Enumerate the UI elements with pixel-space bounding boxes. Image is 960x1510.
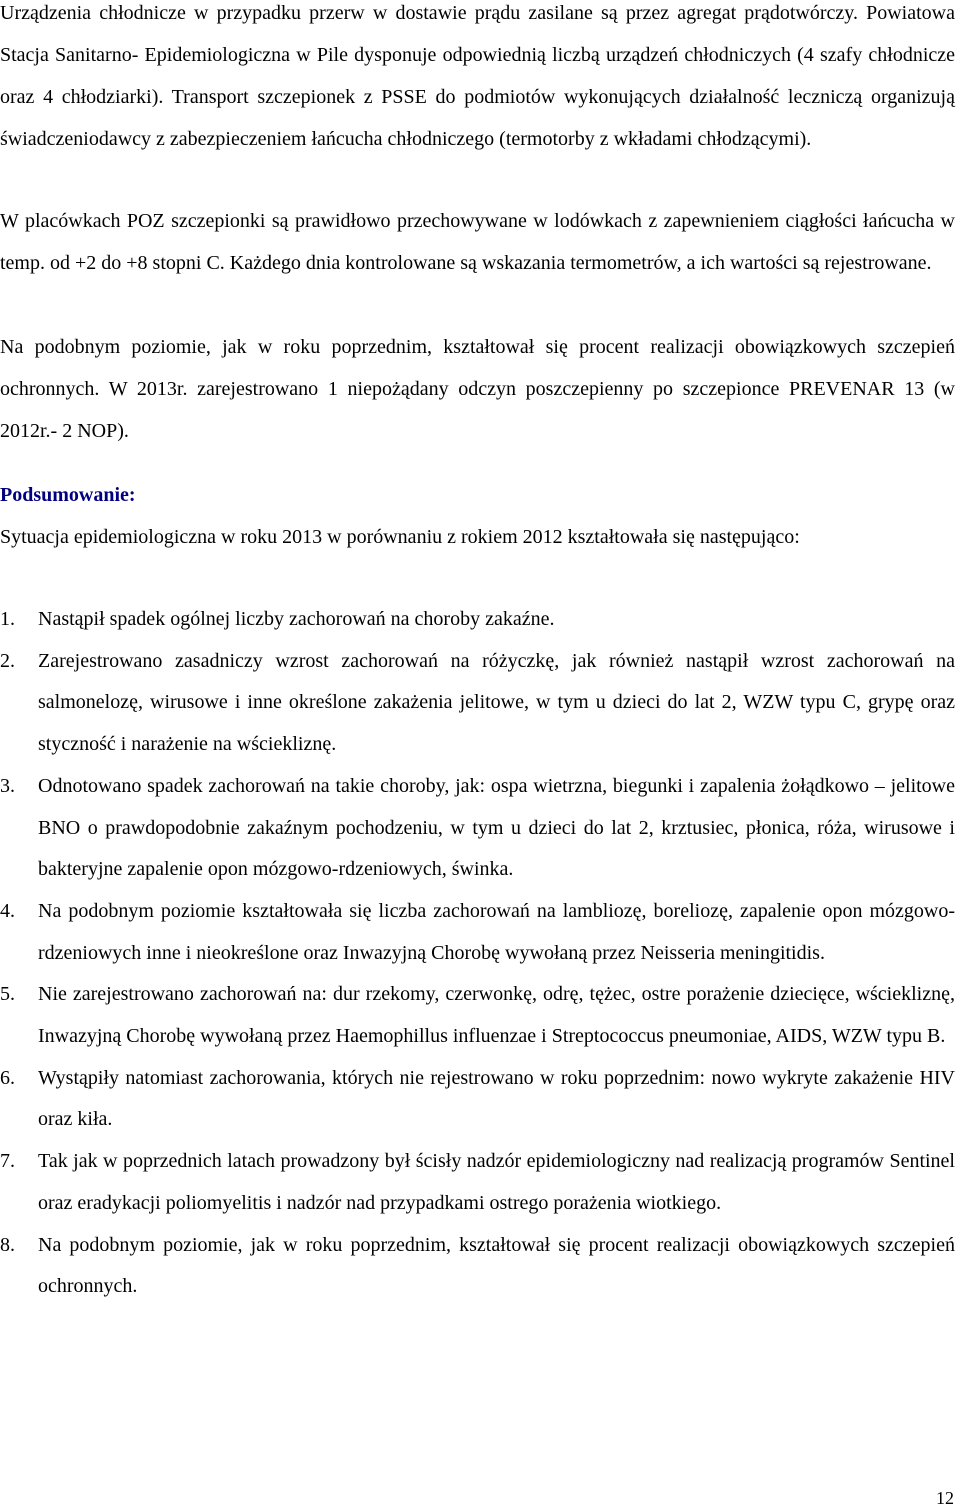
list-item-number: 6. — [0, 1066, 15, 1089]
paragraph-cold-chain-equipment: Urządzenia chłodnicze w przypadku przerw w dostawie prądu zasilane są przez agregat prądotwórczy. Powiatowa Stacja Sanitarno- Epidemiologiczna w Pile dysponuje odpowiednią liczbą urządzeń chłodniczych (4 szafy chłodnicze oraz 4 chłodziarki). Transport szczepionek z PSSE do podmiotów wykonujących działalność leczniczą organizują świadczeniodawcy z zabezpieczeniem łańcucha chłodniczego (termotorby z wkładami chłodzącymi). — [0, 2, 955, 150]
list-item-number: 8. — [0, 1233, 15, 1256]
list-item-text: Odnotowano spadek zachorowań na takie choroby, jak: ospa wietrzna, biegunki i zapalenia żołądkowo – jelitowe BNO o prawdopodobnie zakaźnym pochodzeniu, w tym u dzieci do lat 2, krztusiec, płonica, róża, wirusowe i bakteryjne zapalenie opon mózgowo-rdzeniowych, świnka. — [38, 774, 955, 881]
list-item — [0, 1225, 955, 1308]
list-item-text: Wystąpiły natomiast zachorowania, których nie rejestrowano w roku poprzednim: nowo wykryte zakażenie HIV oraz kiła. — [38, 1066, 955, 1131]
list-item-number: 2. — [0, 649, 15, 672]
list-item-number: 3. — [0, 774, 15, 797]
list-item — [0, 974, 955, 1057]
list-item — [0, 599, 955, 641]
list-item-text: Na podobnym poziomie kształtowała się liczba zachorowań na lambliozę, boreliozę, zapalenie opon mózgowo-rdzeniowych inne i nieokreślone oraz Inwazyjną Chorobę wywołaną przez Neisseria meningitidis. — [38, 899, 955, 964]
list-item-text: Tak jak w poprzednich latach prowadzony był ścisły nadzór epidemiologiczny nad realizacją programów Sentinel oraz eradykacji poliomyelitis i nadzór nad przypadkami ostrego porażenia wiotkiego. — [38, 1150, 955, 1214]
list-item — [0, 1141, 955, 1224]
summary-heading: Podsumowanie: — [0, 484, 136, 506]
list-item-number: 1. — [0, 608, 15, 630]
list-item-text: Zarejestrowano zasadniczy wzrost zachorowań na różyczkę, jak również nastąpił wzrost zachorowań na salmonelozę, wirusowe i inne określone zakażenia jelitowe, w tym u dzieci do lat 2, WZW typu C, grypę oraz styczność i narażenie na wściekliznę. — [38, 649, 955, 756]
list-item — [0, 641, 955, 766]
summary-list — [0, 599, 955, 1308]
list-item-text: Nastąpił spadek ogólnej liczby zachorowań na choroby zakaźne. — [38, 608, 555, 630]
paragraph-vaccination-rate: Na podobnym poziomie, jak w roku poprzednim, kształtował się procent realizacji obowiązkowych szczepień ochronnych. W 2013r. zarejestrowano 1 niepożądany odczyn poszczepienny po szczepionce PREVENAR 13 (w 2012r.- 2 NOP). — [0, 336, 955, 442]
list-item-text: Na podobnym poziomie, jak w roku poprzednim, kształtował się procent realizacji obowiązkowych szczepień ochronnych. — [38, 1233, 955, 1298]
list-item-number: 5. — [0, 983, 15, 1006]
list-item — [0, 1058, 955, 1141]
list-item-text: Nie zarejestrowano zachorowań na: dur rzekomy, czerwonkę, odrę, tężec, ostre porażenie dziecięce, wściekliznę, Inwazyjną Chorobę wywołaną przez Haemophillus influenzae i Streptococcus pneumoniae, AIDS, WZW typu B. — [38, 983, 955, 1048]
paragraph-poz-storage: W placówkach POZ szczepionki są prawidłowo przechowywane w lodówkach z zapewnieniem ciągłości łańcucha w temp. od +2 do +8 stopni C. Każdego dnia kontrolowane są wskazania termometrów, a ich wartości są rejestrowane. — [0, 210, 955, 274]
list-item-number: 4. — [0, 899, 15, 922]
list-item — [0, 891, 955, 974]
summary-intro: Sytuacja epidemiologiczna w roku 2013 w porównaniu z rokiem 2012 kształtowała się następująco: — [0, 526, 800, 548]
list-item — [0, 766, 955, 891]
page-number: 12 — [936, 1488, 954, 1508]
list-item-number: 7. — [0, 1150, 15, 1173]
